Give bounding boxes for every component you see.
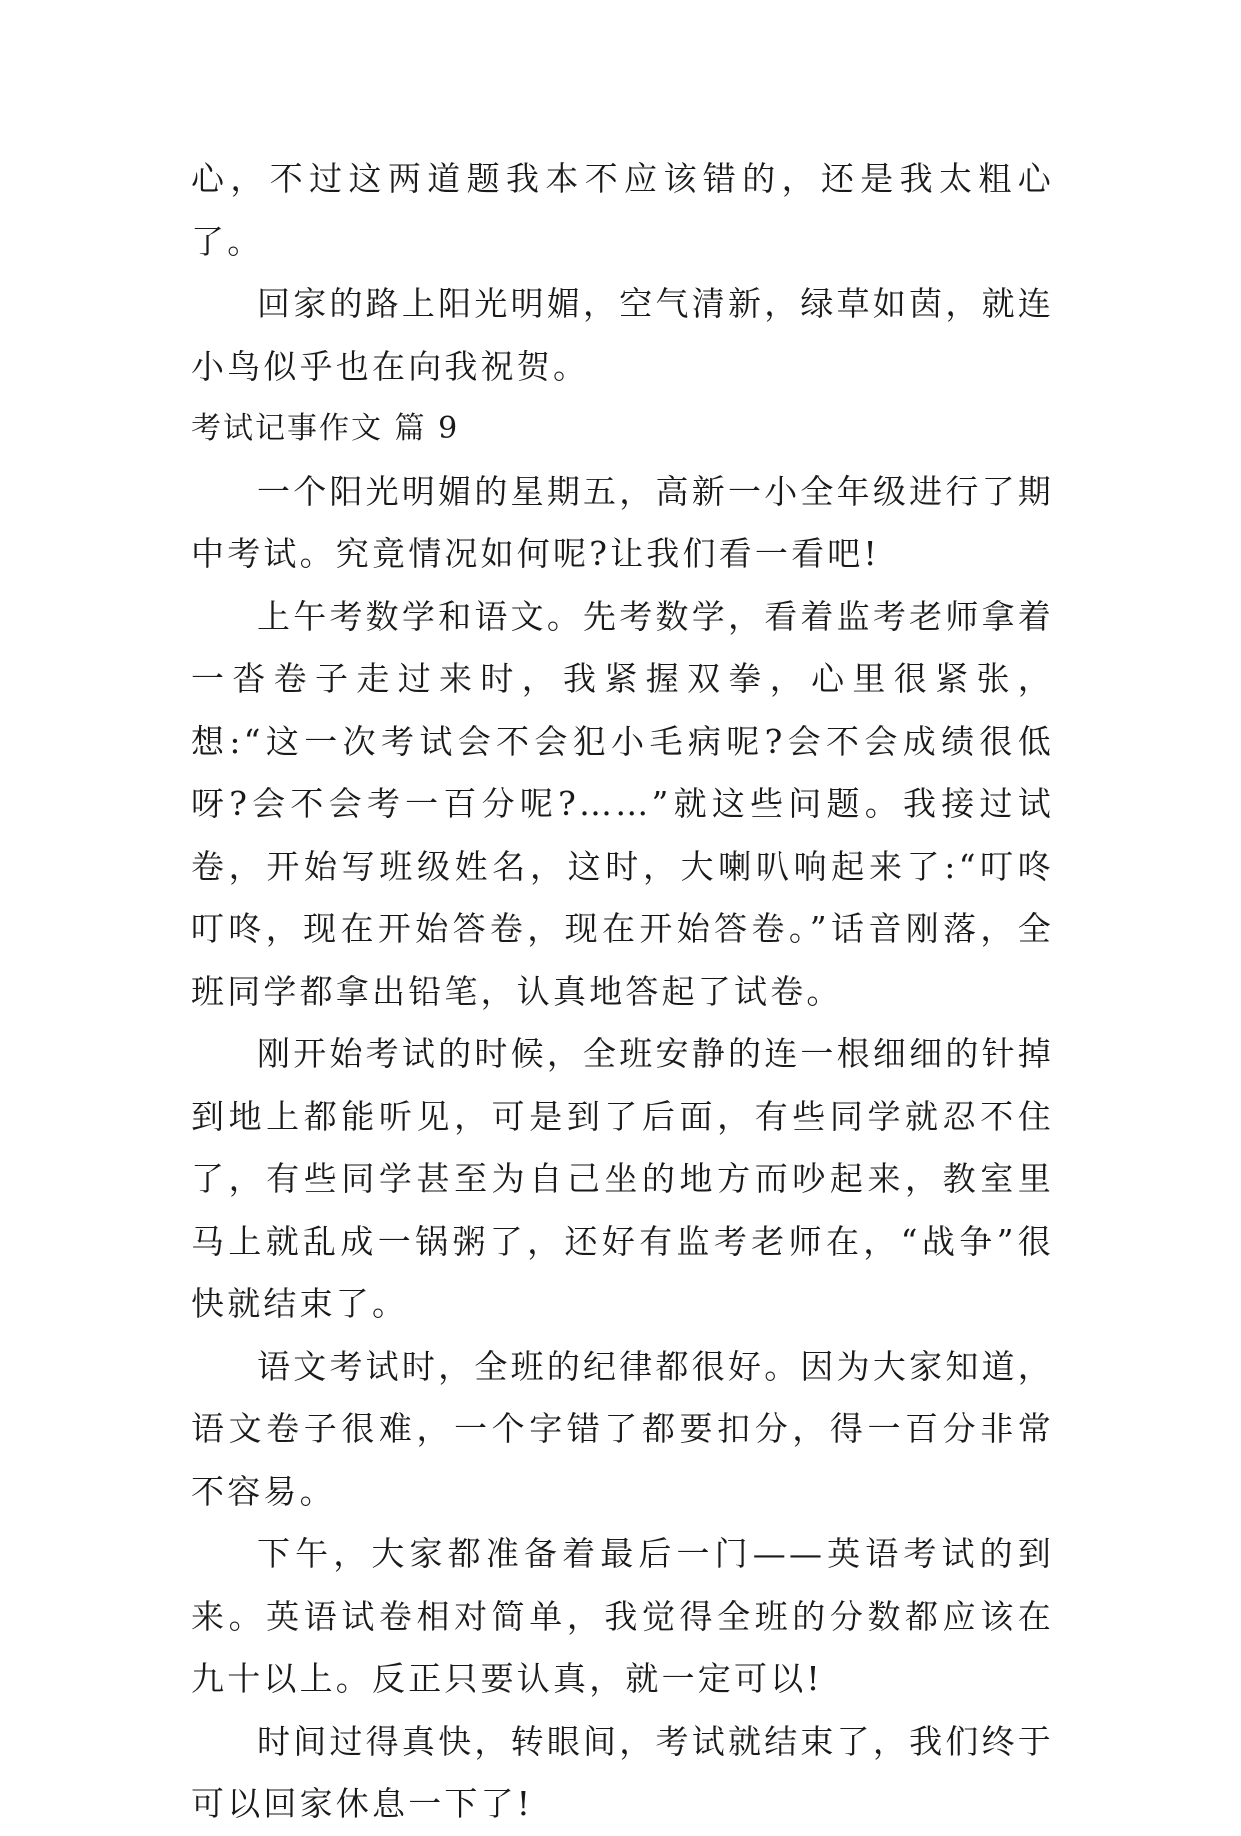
paragraph-3: 刚开始考试的时候，全班安静的连一根细细的针掉到地上都能听见，可是到了后面，有些同学就忍不住了，有些同学甚至为自己坐的地方而吵起来，教室里马上就乱成一锅粥了，还好有监考老师在，“战争”很快就结束了。 <box>191 1034 1054 1323</box>
paragraph-1: 一个阳光明媚的星期五，高新一小全年级进行了期中考试。究竟情况如何呢?让我们看一看吧! <box>191 471 1054 573</box>
paragraph-2: 上午考数学和语文。先考数学，看着监考老师拿着一沓卷子走过来时，我紧握双拳，心里很紧张，想:“这一次考试会不会犯小毛病呢?会不会成绩很低呀?会不会考一百分呢?……”就这些问题。我接过试卷，开始写班级姓名，这时，大喇叭响起来了:“叮咚叮咚，现在开始答卷，现在开始答卷。”话音刚落，全班同学都拿出铅笔，认真地答起了试卷。 <box>191 596 1054 1011</box>
paragraph-6: 时间过得真快，转眼间，考试就结束了，我们终于可以回家休息一下了! <box>191 1721 1054 1823</box>
paragraph-going-home: 回家的路上阳光明媚，空气清新，绿草如茵，就连小鸟似乎也在向我祝贺。 <box>191 284 1054 386</box>
paragraph-continued: 心，不过这两道题我本不应该错的，还是我太粗心了。 <box>191 159 1054 261</box>
document-body <box>191 148 1054 1836</box>
paragraph-4: 语文考试时，全班的纪律都很好。因为大家知道，语文卷子很难，一个字错了都要扣分，得一百分非常不容易。 <box>191 1346 1054 1511</box>
section-heading: 考试记事作文 篇 9 <box>191 411 460 446</box>
paragraph-5: 下午，大家都准备着最后一门——英语考试的到来。英语试卷相对简单，我觉得全班的分数都应该在九十以上。反正只要认真，就一定可以! <box>191 1534 1054 1698</box>
